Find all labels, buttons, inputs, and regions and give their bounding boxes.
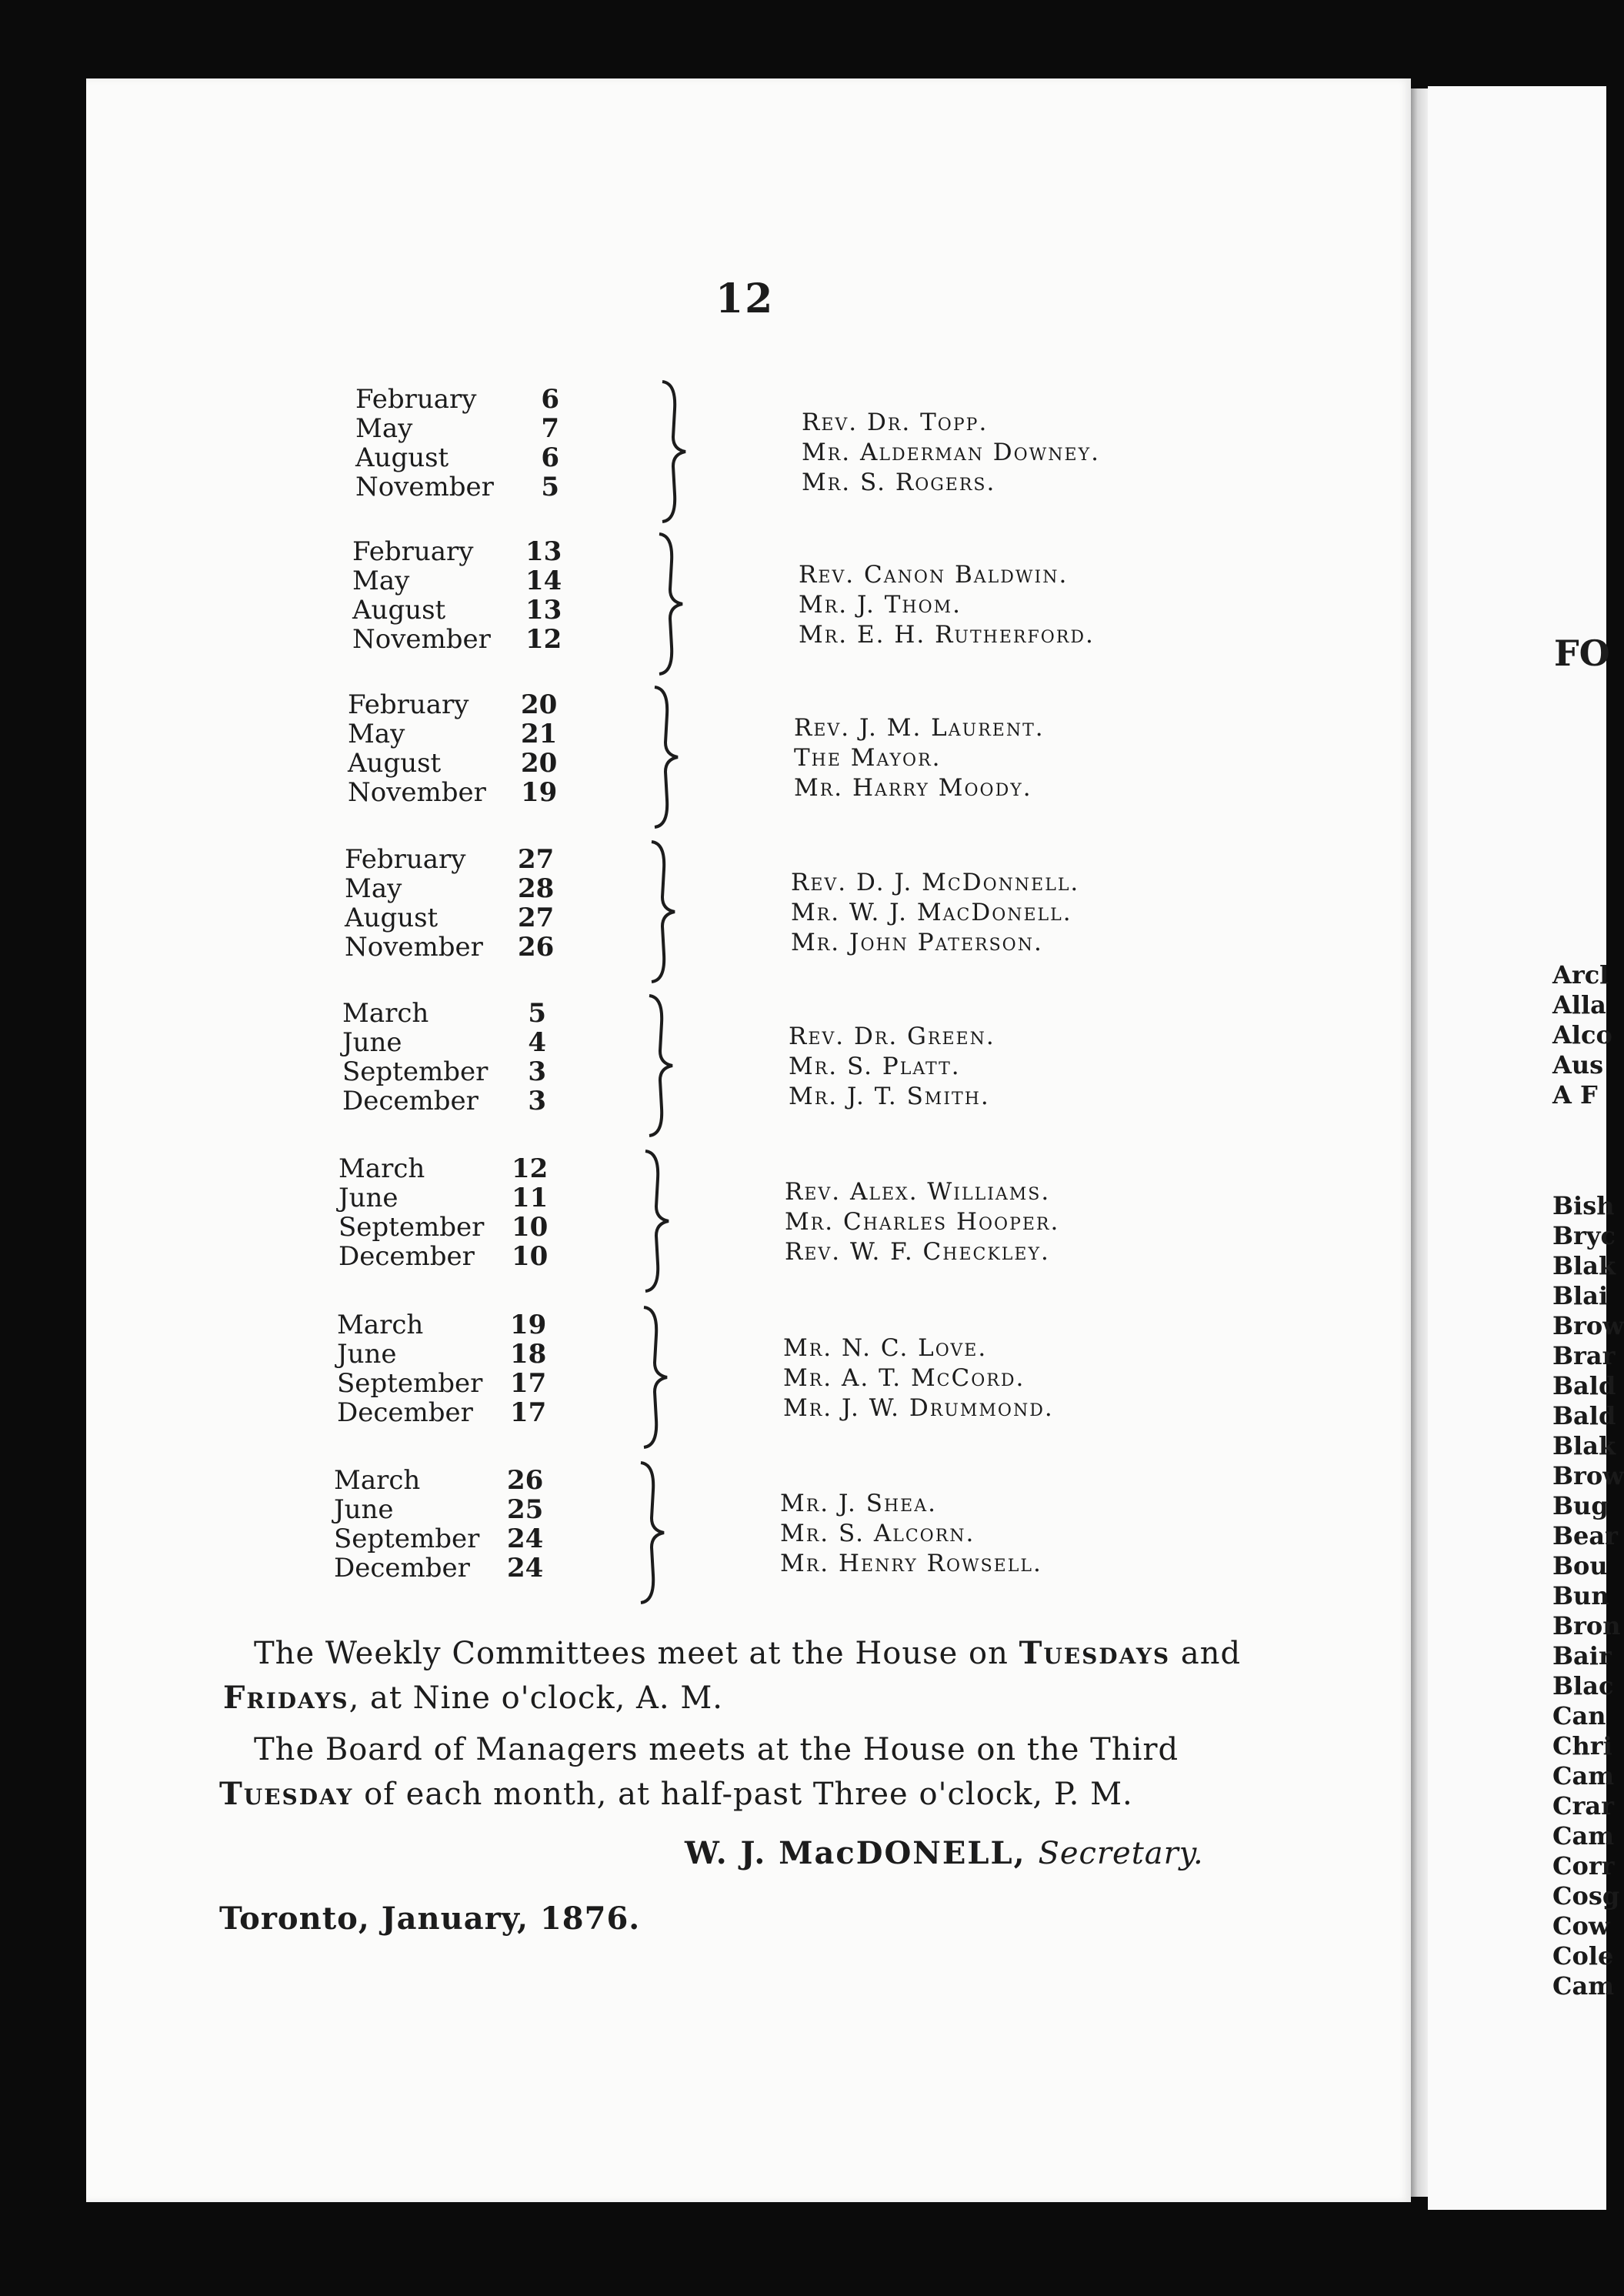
day: 13 [525,595,562,626]
facing-page-entry: Brow [1552,1461,1624,1490]
day: 21 [521,719,558,749]
day: 28 [518,873,555,904]
committee-members [789,1022,995,1112]
facing-page-entry: Cam [1552,1821,1615,1850]
facing-page-entry: Blak [1552,1431,1616,1460]
facing-page-entry: Bron [1552,1611,1621,1640]
day: 25 [507,1494,544,1525]
month: May [355,413,413,444]
weekly-committees-note [223,1631,1242,1720]
member-name: The Mayor. [794,744,942,772]
facing-page-entry: Alla [1552,990,1606,1020]
day: 5 [541,472,559,502]
month: September [337,1368,483,1399]
member-name: Mr. E. H. Rutherford. [799,621,1095,649]
facing-page-entry: Bald [1552,1371,1616,1400]
member-name: Rev. W. F. Checkley. [785,1238,1050,1266]
curly-brace-icon [646,993,677,1139]
facing-page-list-b [1552,1191,1624,2001]
member-name: Mr. W. J. MacDonell. [791,899,1072,926]
month: September [338,1212,485,1243]
month: May [345,873,402,904]
committee-members [802,408,1100,498]
facing-page-entry: Can [1552,1701,1606,1730]
facing-page-entry: Aus [1552,1050,1604,1080]
facing-page-entry: Cole [1552,1941,1614,1971]
month: December [342,1086,479,1116]
month: June [338,1183,398,1213]
member-name: Rev. Canon Baldwin. [799,561,1069,589]
member-name: Rev. Alex. Williams. [785,1178,1051,1206]
day: 26 [507,1465,544,1496]
facing-page-entry: Brar [1552,1341,1616,1370]
month: November [348,777,486,808]
day: 14 [525,566,562,596]
member-name: Rev. D. J. McDonnell. [791,869,1080,896]
month: March [334,1465,421,1496]
facing-page-entry: Bun [1552,1581,1609,1610]
page-gutter [1411,88,1428,2197]
weekly-note-line-2: Fridays, at Nine o'clock, A. M. [223,1680,724,1716]
day: 5 [528,998,546,1029]
member-name: Mr. Alderman Downey. [802,439,1100,466]
member-name: Mr. J. T. Smith. [789,1083,990,1110]
day: 4 [528,1027,546,1058]
facing-page-entry: Crar [1552,1791,1614,1820]
member-name: Rev. Dr. Topp. [802,409,989,436]
month: February [352,536,474,567]
facing-page-entry: Bish [1552,1191,1615,1220]
member-name: Rev. J. M. Laurent. [794,714,1045,742]
facing-page-entry: Bug [1552,1491,1609,1520]
facing-page-heading: FO [1554,632,1610,674]
member-name: Mr. A. T. McCord. [783,1364,1025,1392]
month: August [352,595,446,626]
month: December [337,1397,473,1428]
member-name: Mr. S. Platt. [789,1053,961,1080]
month: December [338,1241,475,1272]
committee-members [791,868,1079,958]
facing-page-entry: Brow [1552,1311,1624,1340]
facing-page-entry: Cosg [1552,1881,1620,1911]
month: August [345,903,439,933]
day: 27 [518,844,555,875]
day: 24 [507,1553,544,1584]
member-name: Mr. N. C. Love. [783,1334,988,1362]
committee-members [780,1489,1042,1579]
day: 12 [512,1153,549,1184]
member-name: Mr. Harry Moody. [794,774,1032,802]
month: March [342,998,429,1029]
facing-page-entry: Blac [1552,1671,1614,1700]
dateline: Toronto, January, 1876. [219,1901,641,1937]
day: 3 [528,1056,546,1087]
day: 12 [525,624,562,655]
facing-page-entry: Alco [1552,1020,1612,1050]
member-name: Mr. J. W. Drummond. [783,1394,1054,1422]
facing-page-entry: Cam [1552,1971,1615,2001]
curly-brace-icon [656,531,687,677]
month: February [345,844,466,875]
month: February [348,689,469,720]
member-name: Mr. J. Shea. [780,1490,937,1517]
day: 3 [528,1086,546,1116]
facing-page-entry: Bair [1552,1641,1612,1670]
month: May [348,719,405,749]
committee-members [785,1177,1059,1267]
board-note-line-1: The Board of Managers meets at the House on the Third [254,1732,1179,1767]
day: 26 [518,932,555,963]
day: 27 [518,903,555,933]
month: June [337,1339,397,1370]
secretary-signature: W. J. MacDONELL, Secretary. [685,1835,1204,1871]
month: November [345,932,483,963]
day: 20 [521,689,558,720]
day: 6 [541,442,559,473]
committee-members [783,1333,1054,1423]
member-name: Mr. Henry Rowsell. [780,1550,1042,1577]
board-of-managers-note [219,1727,1179,1817]
facing-page-entry: Cow [1552,1911,1610,1941]
weekly-note-line-1: The Weekly Committees meet at the House on Tuesdays and [254,1635,1242,1671]
member-name: Mr. Charles Hooper. [785,1208,1060,1236]
day: 24 [507,1523,544,1554]
month: August [348,748,442,779]
facing-page-entry: Arcl [1552,960,1609,989]
day: 17 [510,1397,547,1428]
member-name: Mr. J. Thom. [799,591,962,619]
month: December [334,1553,470,1584]
month: November [352,624,491,655]
board-note-line-2: Tuesday of each month, at half-past Three o'clock, P. M. [219,1776,1133,1812]
month: November [355,472,494,502]
facing-page-entry: Chri [1552,1731,1612,1760]
day: 17 [510,1368,547,1399]
curly-brace-icon [642,1148,673,1294]
day: 13 [525,536,562,567]
day: 19 [510,1310,547,1340]
month: June [342,1027,402,1058]
member-name: Mr. S. Alcorn. [780,1520,975,1547]
month: September [342,1056,489,1087]
facing-page-entry: Blak [1552,1251,1616,1280]
day: 18 [510,1339,547,1370]
facing-page-list-a [1552,960,1612,1110]
month: June [334,1494,394,1525]
month: August [355,442,449,473]
month: March [337,1310,424,1340]
day: 10 [512,1241,549,1272]
curly-brace-icon [652,684,682,830]
facing-page-entry: Bear [1552,1521,1618,1550]
member-name: Mr. S. Rogers. [802,469,996,496]
committee-members [794,713,1045,803]
day: 19 [521,777,558,808]
day: 7 [541,413,559,444]
book-page [86,78,1411,2202]
month: September [334,1523,480,1554]
member-name: Mr. John Paterson. [791,929,1043,956]
committee-members [799,560,1095,650]
curly-brace-icon [649,839,679,985]
facing-page-entry: Bryc [1552,1221,1616,1250]
month: March [338,1153,425,1184]
curly-brace-icon [659,379,690,525]
facing-page-entry: Bald [1552,1401,1616,1430]
day: 10 [512,1212,549,1243]
facing-page-entry: Corr [1552,1851,1615,1881]
facing-page-entry: Bou [1552,1551,1608,1580]
curly-brace-icon [641,1304,672,1450]
day: 6 [541,384,559,415]
page-number: 12 [715,275,775,322]
month: February [355,384,477,415]
day: 11 [512,1183,549,1213]
curly-brace-icon [638,1460,669,1606]
member-name: Rev. Dr. Green. [789,1023,995,1050]
facing-page-entry: Blai [1552,1281,1609,1310]
day: 20 [521,748,558,779]
facing-page-entry: Cam [1552,1761,1615,1790]
month: May [352,566,410,596]
facing-page-entry: A F [1552,1080,1598,1110]
